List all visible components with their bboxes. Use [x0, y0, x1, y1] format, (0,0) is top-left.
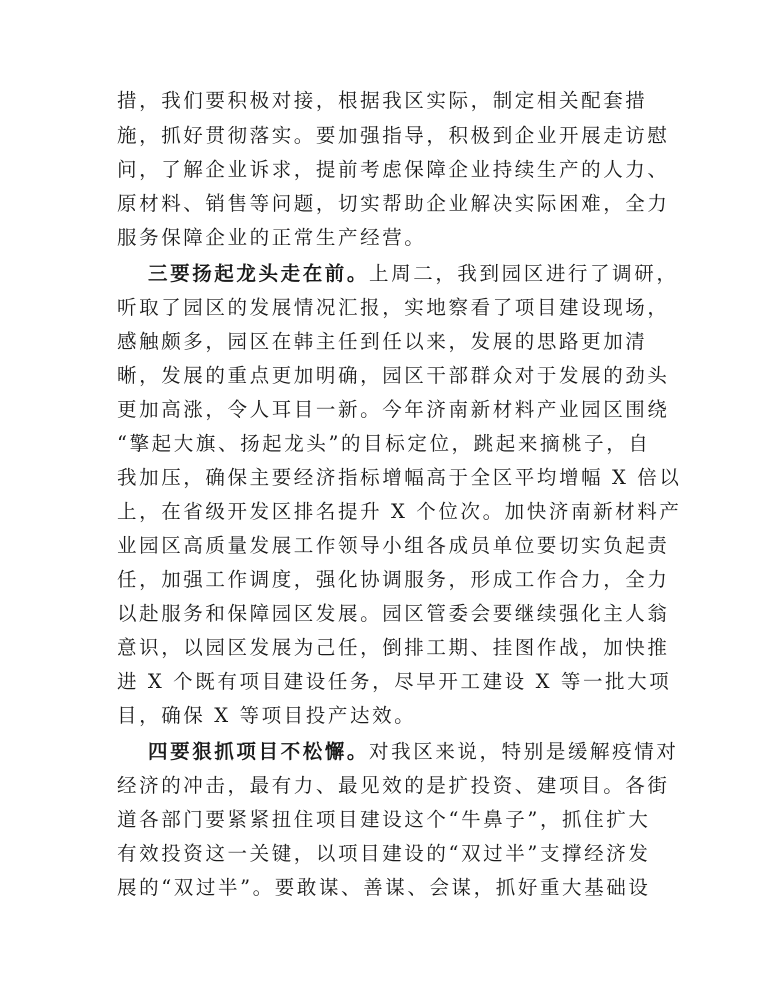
text-line: 服务保障企业的正常生产经营。: [117, 226, 427, 249]
paragraph-heading-line: 三要扬起龙头走在前。上周二，我到园区进行了调研，: [148, 262, 679, 285]
text-line: 晰，发展的重点更加明确，园区干部群众对于发展的劲头: [117, 364, 670, 387]
text-line: 措，我们要积极对接，根据我区实际，制定相关配套措: [117, 89, 648, 112]
text-line: 道各部门要紧紧扭住项目建设这个“牛鼻子”，抓住扩大: [117, 808, 651, 831]
text-line: 我加压，确保主要经济指标增幅高于全区平均增幅 X 倍以: [117, 466, 682, 489]
text-line: 听取了园区的发展情况汇报，实地察看了项目建设现场，: [117, 296, 670, 319]
text-line: 施，抓好贯彻落实。要加强指导，积极到企业开展走访慰: [117, 124, 670, 147]
text-line: “擎起大旗、扬起龙头”的目标定位，跳起来摘桃子，自: [117, 432, 651, 455]
text-line: 展的“双过半”。要敢谋、善谋、会谋，抓好重大基础设: [117, 876, 651, 899]
text-line: 进 X 个既有项目建设任务，尽早开工建设 X 等一批大项: [117, 670, 672, 693]
paragraph-heading-line: 四要狠抓项目不松懈。对我区来说，特别是缓解疫情对: [148, 740, 679, 763]
text-line: 问，了解企业诉求，提前考虑保障企业持续生产的人力、: [117, 158, 670, 181]
paragraph-heading: 三要扬起龙头走在前。: [148, 262, 370, 285]
text-line: 有效投资这一关键，以项目建设的“双过半”支撑经济发: [117, 842, 651, 865]
paragraph-heading: 四要狠抓项目不松懈。: [148, 740, 370, 763]
text-line: 以赴服务和保障园区发展。园区管委会要继续强化主人翁: [117, 602, 670, 625]
text-line: 意识，以园区发展为己任，倒排工期、挂图作战，加快推: [117, 636, 670, 659]
text-line: 感触颇多，园区在韩主任到任以来，发展的思路更加清: [117, 330, 648, 353]
text-line: 目，确保 X 等项目投产达效。: [117, 704, 417, 727]
text-line: 更加高涨，令人耳目一新。今年济南新材料产业园区围绕: [117, 398, 670, 421]
text-line: 上，在省级开发区排名提升 X 个位次。加快济南新材料产: [117, 500, 682, 523]
text-line: 任，加强工作调度，强化协调服务，形成工作合力，全力: [117, 568, 670, 591]
text-line: 业园区高质量发展工作领导小组各成员单位要切实负起责: [117, 534, 670, 557]
text-line: 经济的冲击，最有力、最见效的是扩投资、建项目。各街: [117, 774, 670, 797]
text-line: 原材料、销售等问题，切实帮助企业解决实际困难，全力: [117, 192, 670, 215]
